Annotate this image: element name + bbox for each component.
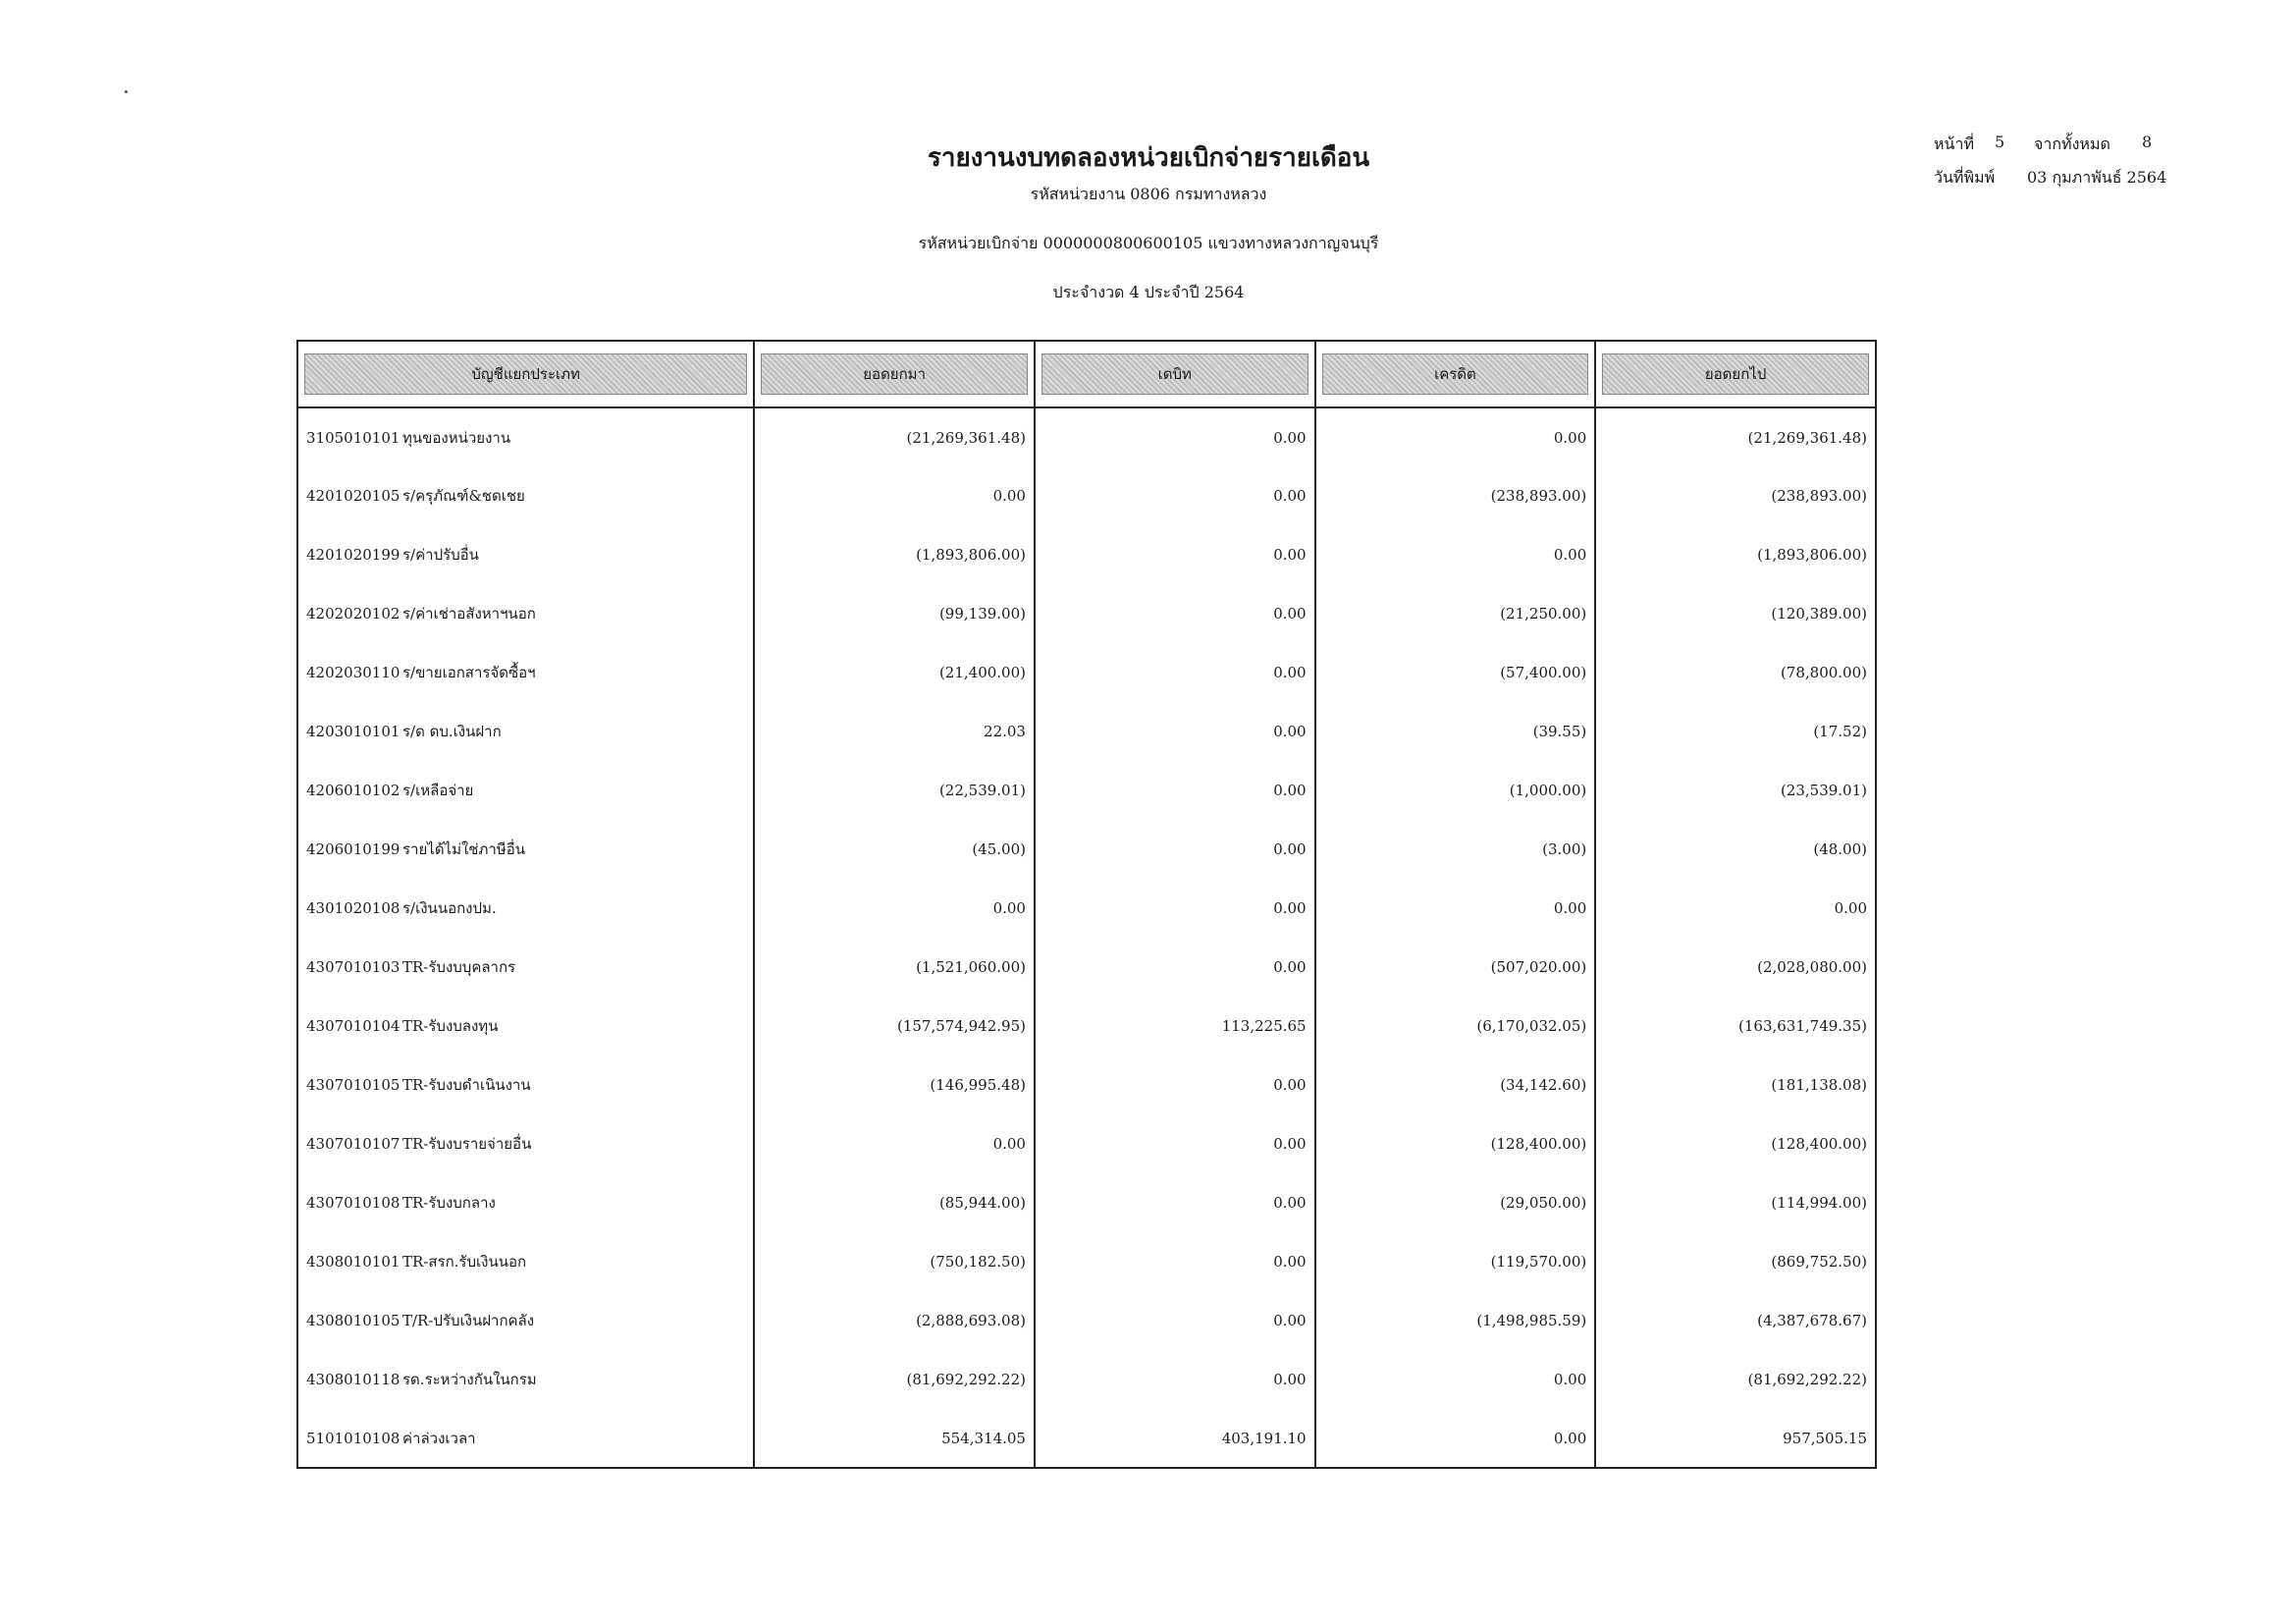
brought-forward-cell: (21,400.00) xyxy=(754,643,1035,702)
account-code: 4307010107 xyxy=(306,1135,400,1153)
account-cell xyxy=(297,1114,754,1173)
carried-forward-cell: (78,800.00) xyxy=(1595,643,1876,702)
debit-cell: 0.00 xyxy=(1035,1056,1315,1114)
debit-cell: 0.00 xyxy=(1035,820,1315,879)
print-date: 03 กุมภาพันธ์ 2564 xyxy=(2027,168,2167,187)
table-row xyxy=(297,643,1876,702)
brought-forward-cell: 22.03 xyxy=(754,702,1035,761)
carried-forward-cell: (81,692,292.22) xyxy=(1595,1350,1876,1409)
credit-cell: (6,170,032.05) xyxy=(1315,997,1596,1056)
table-row xyxy=(297,761,1876,820)
table-row xyxy=(297,1350,1876,1409)
brought-forward-cell: (157,574,942.95) xyxy=(754,997,1035,1056)
total-pages: 8 xyxy=(2142,133,2153,151)
debit-cell: 0.00 xyxy=(1035,525,1315,584)
credit-cell: (1,000.00) xyxy=(1315,761,1596,820)
carried-forward-cell: 957,505.15 xyxy=(1595,1409,1876,1468)
carried-forward-cell: (128,400.00) xyxy=(1595,1114,1876,1173)
print-date-row xyxy=(1934,166,2179,199)
debit-cell: 0.00 xyxy=(1035,1114,1315,1173)
brought-forward-cell: (146,995.48) xyxy=(754,1056,1035,1114)
carried-forward-cell: (17.52) xyxy=(1595,702,1876,761)
debit-cell: 0.00 xyxy=(1035,1232,1315,1291)
carried-forward-cell: (163,631,749.35) xyxy=(1595,997,1876,1056)
credit-cell: (57,400.00) xyxy=(1315,643,1596,702)
account-code: 4206010102 xyxy=(306,782,400,799)
table-body xyxy=(297,407,1876,1468)
credit-cell: 0.00 xyxy=(1315,1409,1596,1468)
header-brought-forward: ยอดยกมา xyxy=(754,341,1035,407)
account-name: TR-รับงบกลาง xyxy=(402,1194,496,1212)
brought-forward-cell: (99,139.00) xyxy=(754,584,1035,643)
carried-forward-cell: (181,138.08) xyxy=(1595,1056,1876,1114)
table-row xyxy=(297,1114,1876,1173)
debit-cell: 0.00 xyxy=(1035,643,1315,702)
carried-forward-cell: (1,893,806.00) xyxy=(1595,525,1876,584)
credit-cell: (3.00) xyxy=(1315,820,1596,879)
account-cell xyxy=(297,820,754,879)
carried-forward-cell: (120,389.00) xyxy=(1595,584,1876,643)
carried-forward-cell: (2,028,080.00) xyxy=(1595,938,1876,997)
brought-forward-cell: (85,944.00) xyxy=(754,1173,1035,1232)
agency-line: รหัสหน่วยงาน 0806 กรมทางหลวง xyxy=(1030,185,1267,203)
carried-forward-cell: (238,893.00) xyxy=(1595,466,1876,525)
account-code: 4203010101 xyxy=(306,723,400,740)
account-cell xyxy=(297,1409,754,1468)
table-row xyxy=(297,879,1876,938)
table-header-row xyxy=(297,341,1876,407)
total-label: จากทั้งหมด xyxy=(2034,135,2110,153)
credit-cell: 0.00 xyxy=(1315,879,1596,938)
carried-forward-cell: (4,387,678.67) xyxy=(1595,1291,1876,1350)
credit-cell: (238,893.00) xyxy=(1315,466,1596,525)
brought-forward-cell: (81,692,292.22) xyxy=(754,1350,1035,1409)
account-name: TR-รับงบดำเนินงาน xyxy=(402,1076,531,1094)
account-cell xyxy=(297,1173,754,1232)
account-code: 4206010199 xyxy=(306,840,400,858)
carried-forward-cell: (114,994.00) xyxy=(1595,1173,1876,1232)
account-code: 4201020105 xyxy=(306,487,400,505)
credit-cell: (1,498,985.59) xyxy=(1315,1291,1596,1350)
account-name: ค่าล่วงเวลา xyxy=(402,1429,476,1447)
debit-cell: 0.00 xyxy=(1035,1350,1315,1409)
account-code: 4307010104 xyxy=(306,1017,400,1035)
account-code: 3105010101 xyxy=(306,428,400,447)
carried-forward-cell: (48.00) xyxy=(1595,820,1876,879)
account-cell xyxy=(297,761,754,820)
credit-cell: 0.00 xyxy=(1315,407,1596,466)
debit-cell: 0.00 xyxy=(1035,879,1315,938)
account-cell xyxy=(297,407,754,466)
account-name: รายได้ไม่ใช่ภาษีอื่น xyxy=(402,840,525,858)
table-row xyxy=(297,525,1876,584)
account-cell xyxy=(297,997,754,1056)
debit-cell: 0.00 xyxy=(1035,466,1315,525)
account-name: TR-รับงบลงทุน xyxy=(402,1017,499,1035)
account-name: TR-สรก.รับเงินนอก xyxy=(402,1253,527,1271)
table-row xyxy=(297,938,1876,997)
account-name: ร/ครุภัณฑ์&ชดเชย xyxy=(402,487,525,505)
account-name: ร/ขายเอกสารจัดซื้อฯ xyxy=(402,664,536,681)
account-name: ร/เหลือจ่าย xyxy=(402,782,474,799)
credit-cell: (34,142.60) xyxy=(1315,1056,1596,1114)
brought-forward-cell: 554,314.05 xyxy=(754,1409,1035,1468)
carried-forward-cell: (21,269,361.48) xyxy=(1595,407,1876,466)
brought-forward-cell: 0.00 xyxy=(754,879,1035,938)
table-row xyxy=(297,997,1876,1056)
table-row xyxy=(297,1232,1876,1291)
account-cell xyxy=(297,466,754,525)
table-row xyxy=(297,702,1876,761)
account-cell xyxy=(297,643,754,702)
account-cell xyxy=(297,702,754,761)
account-code: 4307010103 xyxy=(306,958,400,976)
carried-forward-cell: (23,539.01) xyxy=(1595,761,1876,820)
brought-forward-cell: 0.00 xyxy=(754,1114,1035,1173)
account-cell xyxy=(297,879,754,938)
account-cell xyxy=(297,1291,754,1350)
header-account: บัญชีแยกประเภท xyxy=(297,341,754,407)
brought-forward-cell: (45.00) xyxy=(754,820,1035,879)
account-code: 4308010118 xyxy=(306,1371,400,1388)
account-name: TR-รับงบรายจ่ายอื่น xyxy=(402,1135,532,1153)
carried-forward-cell: (869,752.50) xyxy=(1595,1232,1876,1291)
debit-cell: 113,225.65 xyxy=(1035,997,1315,1056)
account-code: 4202020102 xyxy=(306,605,400,623)
table-row xyxy=(297,820,1876,879)
account-cell xyxy=(297,1350,754,1409)
account-code: 4307010105 xyxy=(306,1076,400,1094)
brought-forward-cell: (750,182.50) xyxy=(754,1232,1035,1291)
table-row xyxy=(297,407,1876,466)
account-name: รด.ระหว่างกันในกรม xyxy=(402,1371,537,1388)
debit-cell: 0.00 xyxy=(1035,1291,1315,1350)
account-cell xyxy=(297,584,754,643)
credit-cell: 0.00 xyxy=(1315,525,1596,584)
table-row xyxy=(297,1173,1876,1232)
page-number-row xyxy=(1934,133,2179,166)
print-date-label: วันที่พิมพ์ xyxy=(1934,168,1996,187)
debit-cell: 0.00 xyxy=(1035,584,1315,643)
account-code: 4308010105 xyxy=(306,1312,400,1329)
carried-forward-cell: 0.00 xyxy=(1595,879,1876,938)
table-row xyxy=(297,1056,1876,1114)
credit-cell: (21,250.00) xyxy=(1315,584,1596,643)
brought-forward-cell: (21,269,361.48) xyxy=(754,407,1035,466)
account-cell xyxy=(297,1232,754,1291)
account-name: ร/ค่าปรับอื่น xyxy=(402,546,479,564)
credit-cell: (507,020.00) xyxy=(1315,938,1596,997)
credit-cell: 0.00 xyxy=(1315,1350,1596,1409)
page-meta xyxy=(1934,133,2179,199)
debit-cell: 0.00 xyxy=(1035,1173,1315,1232)
report-title: รายงานงบทดลองหน่วยเบิกจ่ายรายเดือน xyxy=(927,143,1370,173)
table-row xyxy=(297,466,1876,525)
account-name: T/R-ปรับเงินฝากคลัง xyxy=(402,1312,535,1329)
header-credit: เครดิต xyxy=(1315,341,1596,407)
period-line: ประจำงวด 4 ประจำปี 2564 xyxy=(1052,283,1245,301)
brought-forward-cell: (2,888,693.08) xyxy=(754,1291,1035,1350)
debit-cell: 403,191.10 xyxy=(1035,1409,1315,1468)
disbursing-unit-line: รหัสหน่วยเบิกจ่าย 0000000800600105 แขวงทางหลวงกาญจนบุรี xyxy=(918,234,1379,252)
account-cell xyxy=(297,1056,754,1114)
account-cell xyxy=(297,938,754,997)
account-name: ทุนของหน่วยงาน xyxy=(402,428,511,447)
account-name: ร/ด ดบ.เงินฝาก xyxy=(402,723,502,740)
account-name: ร/เงินนอกงปม. xyxy=(402,899,497,917)
debit-cell: 0.00 xyxy=(1035,938,1315,997)
account-code: 4301020108 xyxy=(306,899,400,917)
credit-cell: (39.55) xyxy=(1315,702,1596,761)
debit-cell: 0.00 xyxy=(1035,761,1315,820)
brought-forward-cell: (1,893,806.00) xyxy=(754,525,1035,584)
table-row xyxy=(297,1409,1876,1468)
account-name: TR-รับงบบุคลากร xyxy=(402,958,516,976)
trial-balance-table xyxy=(296,340,1877,1469)
account-code: 4201020199 xyxy=(306,546,400,564)
table-row xyxy=(297,584,1876,643)
brought-forward-cell: 0.00 xyxy=(754,466,1035,525)
account-code: 4308010101 xyxy=(306,1253,400,1271)
scan-speck xyxy=(125,90,128,93)
account-cell xyxy=(297,525,754,584)
debit-cell: 0.00 xyxy=(1035,407,1315,466)
page-label: หน้าที่ xyxy=(1934,135,1975,153)
credit-cell: (29,050.00) xyxy=(1315,1173,1596,1232)
credit-cell: (128,400.00) xyxy=(1315,1114,1596,1173)
credit-cell: (119,570.00) xyxy=(1315,1232,1596,1291)
debit-cell: 0.00 xyxy=(1035,702,1315,761)
header-debit: เดบิท xyxy=(1035,341,1315,407)
header-carried-forward: ยอดยกไป xyxy=(1595,341,1876,407)
table-row xyxy=(297,1291,1876,1350)
brought-forward-cell: (1,521,060.00) xyxy=(754,938,1035,997)
account-code: 5101010108 xyxy=(306,1429,400,1447)
account-code: 4202030110 xyxy=(306,664,400,681)
account-code: 4307010108 xyxy=(306,1194,400,1212)
brought-forward-cell: (22,539.01) xyxy=(754,761,1035,820)
account-name: ร/ค่าเช่าอสังหาฯนอก xyxy=(402,605,536,623)
page-number: 5 xyxy=(1995,133,2005,151)
